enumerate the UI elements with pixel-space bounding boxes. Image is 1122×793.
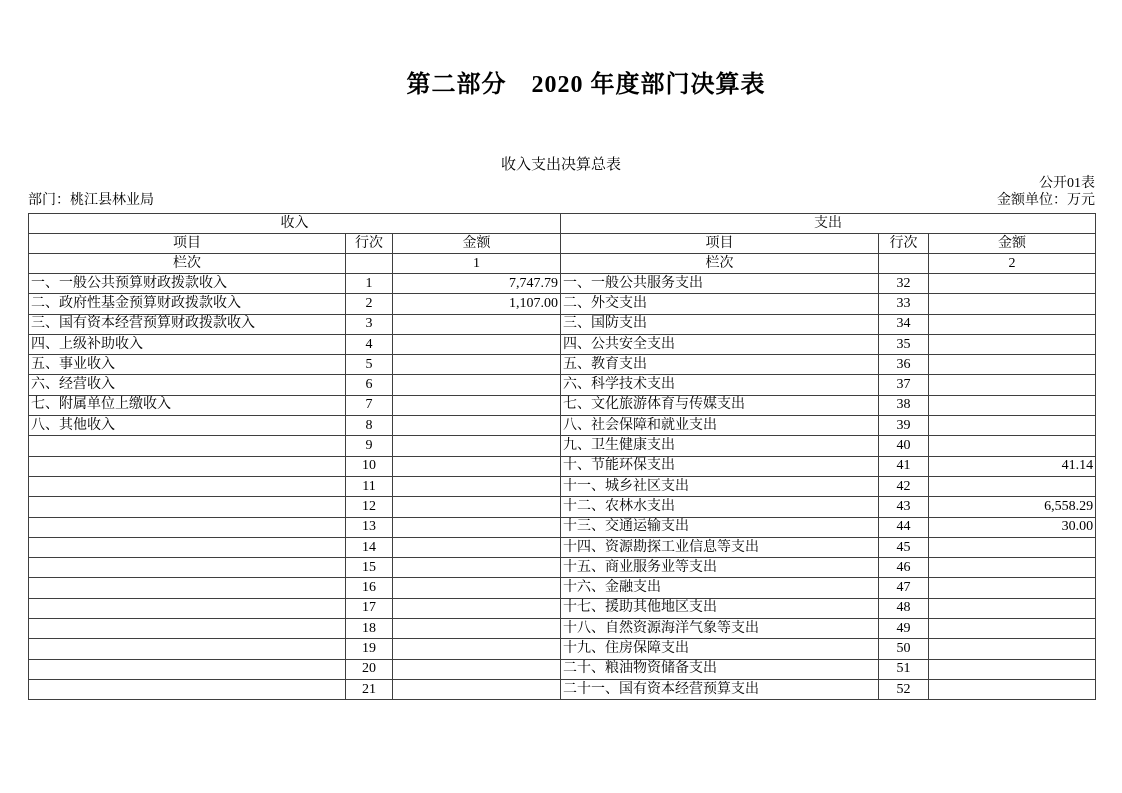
expenditure-section-header: 支出 — [561, 214, 1096, 234]
table-row — [29, 476, 1096, 496]
income-item-cell — [29, 578, 346, 598]
expense-line-no-cell: 49 — [879, 619, 929, 639]
income-line-no-cell: 18 — [346, 619, 393, 639]
page-title: 第二部分 2020 年度部门决算表 — [406, 72, 766, 98]
income-item-cell — [29, 598, 346, 618]
expense-line-no-cell: 38 — [879, 395, 929, 415]
expense-line-no-cell: 39 — [879, 416, 929, 436]
income-amount-header: 金额 — [393, 234, 561, 254]
income-amount-cell — [393, 578, 561, 598]
amount-unit-label: 金额单位：万元 — [997, 193, 1095, 208]
table-row — [29, 598, 1096, 618]
expense-line-no-cell: 32 — [879, 274, 929, 294]
income-amount-cell — [393, 619, 561, 639]
income-amount-cell — [393, 639, 561, 659]
table-row — [29, 639, 1096, 659]
expense-line-no-cell: 45 — [879, 537, 929, 557]
expense-amount-cell — [929, 375, 1096, 395]
expense-line-no-cell: 42 — [879, 476, 929, 496]
income-section-header: 收入 — [29, 214, 561, 234]
income-item-cell: 五、事业收入 — [29, 355, 346, 375]
expense-column-index-label: 栏次 — [561, 254, 879, 274]
expense-line-index-blank — [879, 254, 929, 274]
income-amount-cell — [393, 416, 561, 436]
expense-item-cell: 二、外交支出 — [561, 294, 879, 314]
income-amount-cell — [393, 558, 561, 578]
income-line-no-cell: 16 — [346, 578, 393, 598]
income-amount-cell — [393, 456, 561, 476]
expense-amount-header: 金额 — [929, 234, 1096, 254]
expense-amount-cell — [929, 619, 1096, 639]
table-row — [29, 436, 1096, 456]
income-item-cell: 四、上级补助收入 — [29, 334, 346, 354]
expense-amount-cell: 30.00 — [929, 517, 1096, 537]
column-header-row — [29, 234, 1096, 254]
expense-item-cell: 十一、城乡社区支出 — [561, 476, 879, 496]
table-row — [29, 558, 1096, 578]
table-row — [29, 355, 1096, 375]
income-amount-cell — [393, 679, 561, 699]
expense-amount-cell — [929, 274, 1096, 294]
income-line-no-cell: 11 — [346, 476, 393, 496]
income-line-no-cell: 10 — [346, 456, 393, 476]
income-amount-cell — [393, 314, 561, 334]
income-amount-cell — [393, 497, 561, 517]
table-area — [28, 175, 1095, 700]
income-item-cell — [29, 537, 346, 557]
income-line-no-cell: 20 — [346, 659, 393, 679]
income-amount-cell — [393, 476, 561, 496]
expense-item-cell: 一、一般公共服务支出 — [561, 274, 879, 294]
expense-amount-cell — [929, 537, 1096, 557]
expense-amount-cell — [929, 416, 1096, 436]
income-amount-cell — [393, 659, 561, 679]
expense-item-cell: 二十一、国有资本经营预算支出 — [561, 679, 879, 699]
expense-item-header: 项目 — [561, 234, 879, 254]
table-row — [29, 619, 1096, 639]
expense-amount-cell — [929, 476, 1096, 496]
income-item-cell — [29, 679, 346, 699]
expense-line-no-cell: 35 — [879, 334, 929, 354]
expense-item-cell: 十五、商业服务业等支出 — [561, 558, 879, 578]
table-row — [29, 274, 1096, 294]
expense-amount-cell — [929, 679, 1096, 699]
table-subtitle: 收入支出决算总表 — [500, 157, 621, 173]
table-row — [29, 659, 1096, 679]
form-code: 公开01表 — [1039, 176, 1095, 191]
income-item-cell — [29, 436, 346, 456]
income-line-no-header: 行次 — [346, 234, 393, 254]
table-row — [29, 334, 1096, 354]
expense-amount-cell — [929, 395, 1096, 415]
expense-item-cell: 三、国防支出 — [561, 314, 879, 334]
expense-line-no-cell: 46 — [879, 558, 929, 578]
table-row — [29, 578, 1096, 598]
income-line-index-blank — [346, 254, 393, 274]
expense-line-no-cell: 44 — [879, 517, 929, 537]
expense-amount-cell — [929, 314, 1096, 334]
income-amount-cell — [393, 375, 561, 395]
expense-line-no-cell: 33 — [879, 294, 929, 314]
income-line-no-cell: 1 — [346, 274, 393, 294]
income-item-cell — [29, 639, 346, 659]
expense-item-cell: 十四、资源勘探工业信息等支出 — [561, 537, 879, 557]
expense-item-cell: 十八、自然资源海洋气象等支出 — [561, 619, 879, 639]
table-row — [29, 416, 1096, 436]
table-row — [29, 395, 1096, 415]
income-column-index-label: 栏次 — [29, 254, 346, 274]
income-line-no-cell: 9 — [346, 436, 393, 456]
income-line-no-cell: 19 — [346, 639, 393, 659]
income-line-no-cell: 8 — [346, 416, 393, 436]
table-row — [29, 375, 1096, 395]
expense-line-no-cell: 52 — [879, 679, 929, 699]
expense-item-cell: 五、教育支出 — [561, 355, 879, 375]
expense-line-no-cell: 51 — [879, 659, 929, 679]
expense-line-no-cell: 36 — [879, 355, 929, 375]
income-amount-cell — [393, 598, 561, 618]
income-expenditure-summary-table — [28, 213, 1096, 700]
department-label: 部门：桃江县林业局 — [28, 193, 154, 208]
meta-row — [28, 192, 1095, 209]
expense-column-index-value: 2 — [929, 254, 1096, 274]
section-header-row — [29, 214, 1096, 234]
income-amount-cell — [393, 537, 561, 557]
expense-item-cell: 十、节能环保支出 — [561, 456, 879, 476]
expense-item-cell: 十六、金融支出 — [561, 578, 879, 598]
table-body — [29, 274, 1096, 700]
income-column-index-value: 1 — [393, 254, 561, 274]
table-row — [29, 294, 1096, 314]
expense-line-no-cell: 40 — [879, 436, 929, 456]
income-item-cell — [29, 558, 346, 578]
expense-amount-cell: 6,558.29 — [929, 497, 1096, 517]
income-item-cell: 二、政府性基金预算财政拨款收入 — [29, 294, 346, 314]
table-row — [29, 517, 1096, 537]
expense-line-no-cell: 34 — [879, 314, 929, 334]
expense-line-no-header: 行次 — [879, 234, 929, 254]
income-line-no-cell: 21 — [346, 679, 393, 699]
expense-line-no-cell: 37 — [879, 375, 929, 395]
income-amount-cell — [393, 436, 561, 456]
income-item-cell — [29, 456, 346, 476]
income-line-no-cell: 15 — [346, 558, 393, 578]
income-item-cell: 三、国有资本经营预算财政拨款收入 — [29, 314, 346, 334]
expense-amount-cell — [929, 558, 1096, 578]
expense-amount-cell — [929, 639, 1096, 659]
income-line-no-cell: 5 — [346, 355, 393, 375]
income-line-no-cell: 7 — [346, 395, 393, 415]
expense-amount-cell — [929, 578, 1096, 598]
expense-item-cell: 九、卫生健康支出 — [561, 436, 879, 456]
income-amount-cell — [393, 334, 561, 354]
income-item-cell: 一、一般公共预算财政拨款收入 — [29, 274, 346, 294]
table-row — [29, 456, 1096, 476]
expense-item-cell: 七、文化旅游体育与传媒支出 — [561, 395, 879, 415]
income-line-no-cell: 13 — [346, 517, 393, 537]
income-amount-cell — [393, 517, 561, 537]
table-row — [29, 679, 1096, 699]
expense-line-no-cell: 48 — [879, 598, 929, 618]
expense-item-cell: 二十、粮油物资储备支出 — [561, 659, 879, 679]
income-line-no-cell: 17 — [346, 598, 393, 618]
column-index-row — [29, 254, 1096, 274]
income-item-cell — [29, 497, 346, 517]
income-item-header: 项目 — [29, 234, 346, 254]
income-amount-cell — [393, 355, 561, 375]
income-item-cell — [29, 517, 346, 537]
income-amount-cell — [393, 395, 561, 415]
expense-line-no-cell: 41 — [879, 456, 929, 476]
income-item-cell: 六、经营收入 — [29, 375, 346, 395]
income-item-cell — [29, 619, 346, 639]
expense-line-no-cell: 50 — [879, 639, 929, 659]
income-amount-cell: 1,107.00 — [393, 294, 561, 314]
income-item-cell — [29, 476, 346, 496]
expense-item-cell: 十七、援助其他地区支出 — [561, 598, 879, 618]
expense-item-cell: 六、科学技术支出 — [561, 375, 879, 395]
income-line-no-cell: 2 — [346, 294, 393, 314]
income-line-no-cell: 4 — [346, 334, 393, 354]
expense-amount-cell — [929, 355, 1096, 375]
expense-amount-cell — [929, 294, 1096, 314]
expense-item-cell: 十九、住房保障支出 — [561, 639, 879, 659]
income-line-no-cell: 3 — [346, 314, 393, 334]
table-row — [29, 537, 1096, 557]
income-item-cell — [29, 659, 346, 679]
expense-amount-cell — [929, 598, 1096, 618]
income-item-cell: 八、其他收入 — [29, 416, 346, 436]
expense-item-cell: 八、社会保障和就业支出 — [561, 416, 879, 436]
table-row — [29, 314, 1096, 334]
table-row — [29, 497, 1096, 517]
expense-item-cell: 十三、交通运输支出 — [561, 517, 879, 537]
income-line-no-cell: 14 — [346, 537, 393, 557]
income-line-no-cell: 12 — [346, 497, 393, 517]
expense-amount-cell — [929, 334, 1096, 354]
expense-item-cell: 十二、农林水支出 — [561, 497, 879, 517]
income-item-cell: 七、附属单位上缴收入 — [29, 395, 346, 415]
expense-line-no-cell: 47 — [879, 578, 929, 598]
expense-line-no-cell: 43 — [879, 497, 929, 517]
expense-amount-cell — [929, 436, 1096, 456]
expense-item-cell: 四、公共安全支出 — [561, 334, 879, 354]
income-amount-cell: 7,747.79 — [393, 274, 561, 294]
income-line-no-cell: 6 — [346, 375, 393, 395]
expense-amount-cell: 41.14 — [929, 456, 1096, 476]
expense-amount-cell — [929, 659, 1096, 679]
